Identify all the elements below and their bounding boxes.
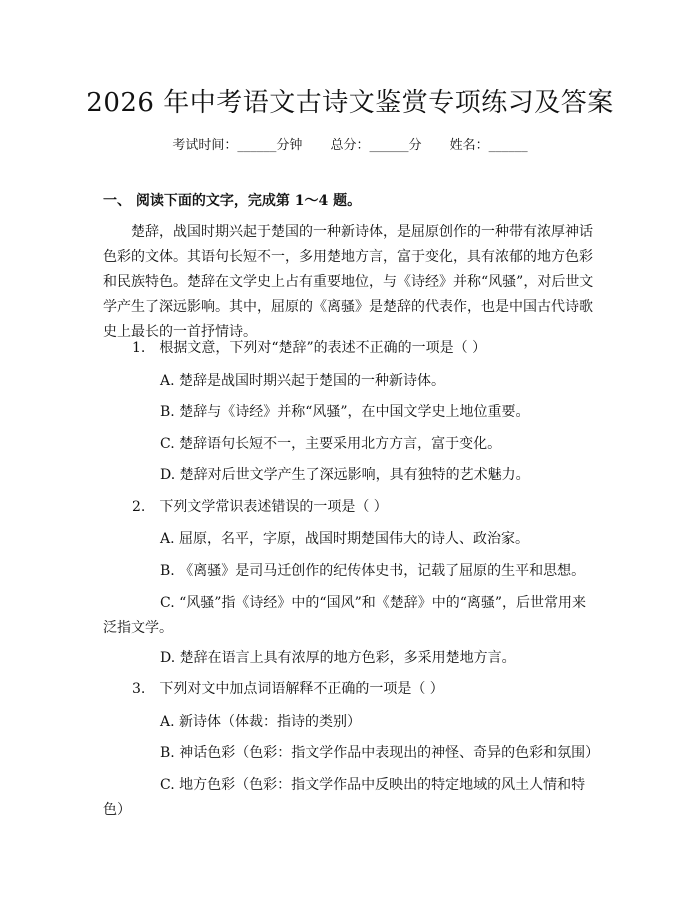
option-b: B. 神话色彩（色彩：指文学作品中表现出的神怪、奇异的色彩和氛围） (160, 745, 600, 761)
option-d: D. 楚辞在语言上具有浓厚的地方色彩，多采用楚地方言。 (160, 650, 516, 666)
option-c: C. 地方色彩（色彩：指文学作品中反映出的特定地域的风土人情和特色） (103, 777, 586, 818)
option-d: D. 楚辞对后世文学产生了深远影响，具有独特的艺术魅力。 (160, 467, 530, 483)
page-title: 2026 年中考语文古诗文鉴赏专项练习及答案 (86, 88, 614, 118)
option-b: B. 《离骚》是司马迁创作的纪传体史书，记载了屈原的生平和思想。 (160, 563, 586, 579)
option-c: C. “风骚”指《诗经》中的“国风”和《楚辞》中的“离骚”，后世常用来泛指文学。 (103, 595, 587, 636)
option-c: C. 楚辞语句长短不一，主要采用北方方言，富于变化。 (160, 436, 502, 452)
student-name: 姓名：______ (449, 138, 528, 153)
section-heading: 一、 阅读下面的文字，完成第 1～4 题。 (103, 193, 362, 209)
option-a: A. 新诗体（体裁：指诗的类别） (160, 714, 362, 730)
question-stem: 3. 下列对文中加点词语解释不正确的一项是（ ） (132, 681, 444, 697)
exam-score: 总分：______分 (330, 138, 422, 153)
question-stem: 1. 根据文意，下列对“楚辞”的表述不正确的一项是（ ） (132, 340, 487, 356)
option-a: A. 屈原，名平，字原，战国时期楚国伟大的诗人、政治家。 (160, 531, 530, 547)
exam-meta (0, 134, 700, 153)
option-b: B. 楚辞与《诗经》并称“风骚”，在中国文学史上地位重要。 (160, 404, 530, 420)
question-stem: 2. 下列文学常识表述错误的一项是（ ） (132, 499, 388, 515)
exam-time: 考试时间：______分钟 (172, 138, 303, 153)
reading-passage: 楚辞，战国时期兴起于楚国的一种新诗体，是屈原创作的一种带有浓厚神话色彩的文体。其语句长短不一，多用楚地方言，富于变化，具有浓郁的地方色彩和民族特色。楚辞在文学史上占有重要地位，与《诗经》并称“风骚”，对后世文学产生了深远影响。其中，屈原的《离骚》是楚辞的代表作，也是中国古代诗歌史上最长的一首抒情诗。 (103, 224, 594, 340)
option-a: A. 楚辞是战国时期兴起于楚国的一种新诗体。 (160, 373, 446, 389)
